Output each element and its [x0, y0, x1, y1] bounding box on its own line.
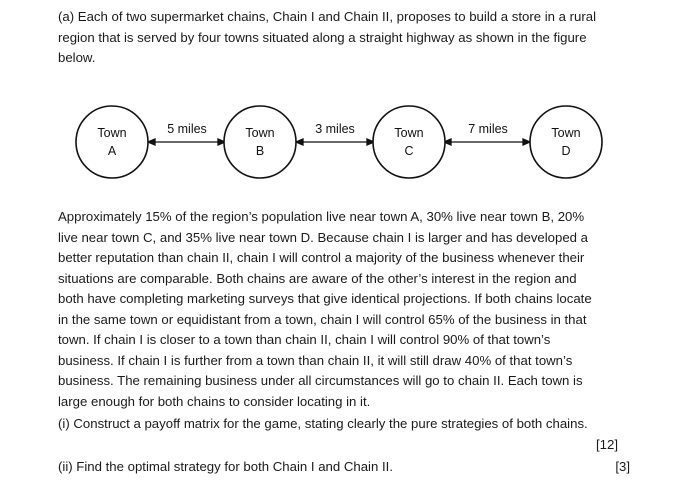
- town-b-name: Town: [245, 126, 275, 140]
- main-line: situations are comparable. Both chains are aware of the other’s interest in the region and: [58, 270, 577, 286]
- town-b-circle: [224, 106, 296, 178]
- main-line: live near town C, and 35% live near town D. Because chain I is larger and has developed a: [58, 229, 589, 245]
- question-2: [58, 457, 630, 478]
- main-line: both have completing marketing surveys that give identical projections. If both chains locate: [58, 291, 592, 306]
- distance-c-d: 7 miles: [468, 122, 508, 136]
- main-paragraph: [58, 207, 630, 412]
- intro-paragraph: [58, 7, 630, 69]
- main-line: Approximately 15% of the region’s population live near town A, 30% live near town B, 20%: [58, 209, 585, 224]
- town-a-letter: A: [107, 144, 117, 158]
- town-d-name: Town: [551, 126, 581, 140]
- town-a-circle: [76, 106, 148, 178]
- question-1-marks: [12]: [596, 437, 618, 452]
- arrow-head: [523, 139, 530, 145]
- intro-line-2: region that is served by four towns situated along a straight highway as shown in the figure: [58, 29, 587, 45]
- town-b-letter: B: [255, 144, 265, 158]
- main-line: large enough for both chains to consider locating in it.: [58, 393, 371, 409]
- main-line: better reputation than chain II, chain I will control a majority of the business whenever their: [58, 250, 585, 265]
- arrow-head: [296, 139, 303, 145]
- distance-a-b: 5 miles: [167, 122, 207, 136]
- distance-b-c: 3 miles: [315, 122, 355, 136]
- town-c-name: Town: [394, 126, 424, 140]
- question-2-text: (ii) Find the optimal strategy for both Chain I and Chain II.: [58, 459, 393, 474]
- town-d-letter: D: [561, 144, 571, 158]
- towns-diagram: [72, 100, 642, 190]
- question-2-marks: [3]: [615, 459, 630, 474]
- town-d-circle: [530, 106, 602, 178]
- main-line: in the same town or equidistant from a town, chain I will control 65% of the business in that: [58, 311, 587, 327]
- main-line: business. If chain I is further from a town than chain II, it will still draw 40% of that town’s: [58, 352, 573, 368]
- town-a-name: Town: [97, 126, 127, 140]
- question-1-text: (i) Construct a payoff matrix for the game, stating clearly the pure strategies of both chains.: [58, 416, 588, 431]
- question-1: [58, 414, 630, 435]
- arrow-head: [148, 139, 155, 145]
- town-c-letter: C: [404, 144, 414, 158]
- intro-line-1: (a) Each of two supermarket chains, Chain I and Chain II, proposes to build a store in a rural: [58, 9, 597, 24]
- main-line: business. The remaining business under all circumstances will go to chain II. Each town is: [58, 373, 583, 388]
- main-line: town. If chain I is closer to a town than chain II, chain I will control 90% of that town’s: [58, 332, 551, 347]
- town-c-circle: [373, 106, 445, 178]
- intro-line-3: below.: [58, 50, 96, 65]
